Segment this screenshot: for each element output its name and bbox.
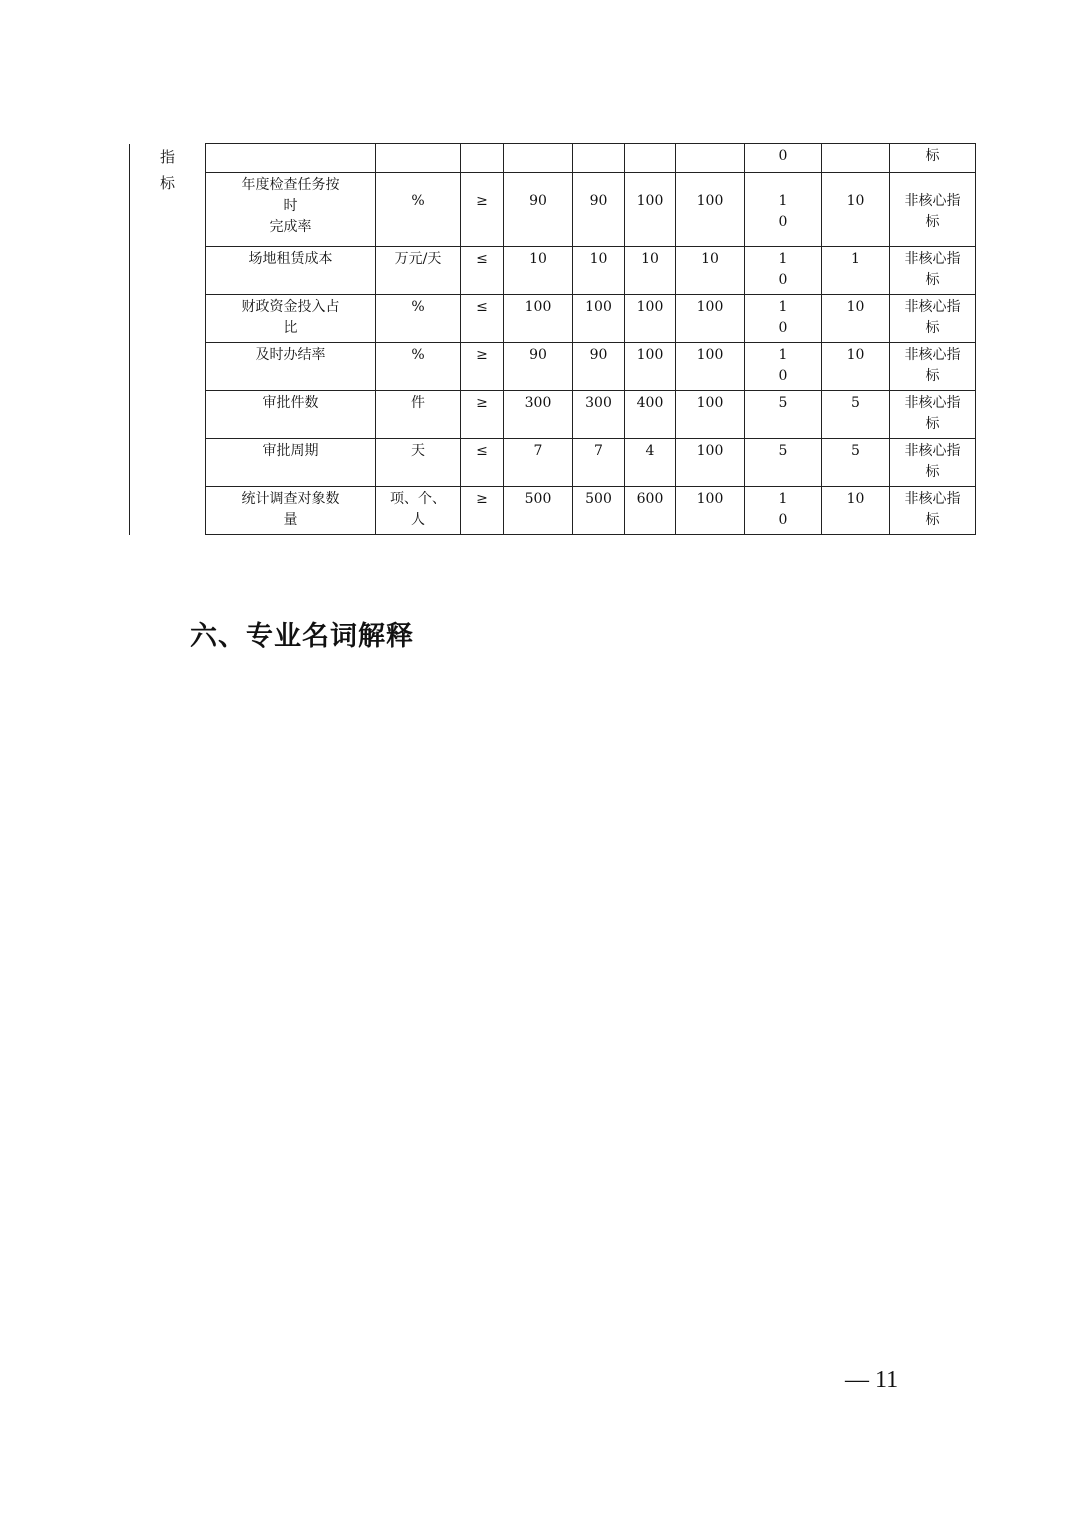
indicator-actual-1: 90 — [573, 173, 625, 247]
table-row — [130, 144, 976, 173]
indicator-name: 统计调查对象数 量 — [206, 487, 376, 535]
indicator-actual-2 — [625, 144, 676, 173]
table-row — [130, 295, 976, 343]
indicator-operator: ≥ — [461, 487, 504, 535]
indicator-score: 10 — [822, 295, 890, 343]
indicator-operator: ≥ — [461, 343, 504, 391]
indicator-unit: % — [376, 173, 461, 247]
indicator-actual-2: 10 — [625, 247, 676, 295]
indicator-name: 及时办结率 — [206, 343, 376, 391]
indicator-operator: ≤ — [461, 247, 504, 295]
indicator-type: 标 — [890, 144, 976, 173]
indicator-operator — [461, 144, 504, 173]
table-row — [130, 487, 976, 535]
indicator-score — [822, 144, 890, 173]
indicator-type: 非核心指 标 — [890, 295, 976, 343]
indicator-operator: ≥ — [461, 391, 504, 439]
indicator-score: 5 — [822, 439, 890, 487]
table-row — [130, 439, 976, 487]
indicator-actual-1 — [573, 144, 625, 173]
page-number: — 11 — [845, 1367, 899, 1393]
table-row — [130, 173, 976, 247]
table-row — [130, 343, 976, 391]
indicator-operator: ≤ — [461, 295, 504, 343]
indicator-name: 审批周期 — [206, 439, 376, 487]
indicator-rate: 10 — [676, 247, 745, 295]
indicator-name: 年度检查任务按 时 完成率 — [206, 173, 376, 247]
indicator-target: 90 — [504, 173, 573, 247]
indicator-rate: 100 — [676, 343, 745, 391]
indicator-weight: 1 0 — [745, 173, 822, 247]
performance-indicator-table — [129, 143, 976, 535]
indicator-actual-2: 100 — [625, 343, 676, 391]
indicator-name: 场地租赁成本 — [206, 247, 376, 295]
indicator-unit: 天 — [376, 439, 461, 487]
indicator-unit: 件 — [376, 391, 461, 439]
indicator-actual-1: 90 — [573, 343, 625, 391]
indicator-score: 10 — [822, 173, 890, 247]
indicator-actual-2: 600 — [625, 487, 676, 535]
indicator-score: 5 — [822, 391, 890, 439]
indicator-target: 10 — [504, 247, 573, 295]
indicator-group-label: 指 标 — [130, 144, 206, 535]
indicator-actual-2: 100 — [625, 295, 676, 343]
indicator-rate: 100 — [676, 439, 745, 487]
indicator-unit: 项、个、 人 — [376, 487, 461, 535]
indicator-rate: 100 — [676, 173, 745, 247]
indicator-actual-2: 4 — [625, 439, 676, 487]
indicator-unit: 万元/天 — [376, 247, 461, 295]
indicator-actual-1: 10 — [573, 247, 625, 295]
indicator-unit: % — [376, 295, 461, 343]
indicator-type: 非核心指 标 — [890, 391, 976, 439]
indicator-type: 非核心指 标 — [890, 173, 976, 247]
indicator-type: 非核心指 标 — [890, 343, 976, 391]
indicator-unit: % — [376, 343, 461, 391]
indicator-name: 财政资金投入占 比 — [206, 295, 376, 343]
indicator-rate: 100 — [676, 487, 745, 535]
indicator-actual-1: 100 — [573, 295, 625, 343]
indicator-weight: 1 0 — [745, 247, 822, 295]
indicator-weight: 1 0 — [745, 343, 822, 391]
indicator-actual-1: 300 — [573, 391, 625, 439]
section-heading: 六、专业名词解释 — [190, 621, 414, 652]
indicator-rate: 100 — [676, 391, 745, 439]
indicator-type: 非核心指 标 — [890, 439, 976, 487]
indicator-score: 1 — [822, 247, 890, 295]
indicator-unit — [376, 144, 461, 173]
indicator-weight: 0 — [745, 144, 822, 173]
indicator-target: 500 — [504, 487, 573, 535]
table-row — [130, 247, 976, 295]
indicator-score: 10 — [822, 487, 890, 535]
indicator-target: 300 — [504, 391, 573, 439]
indicator-target: 90 — [504, 343, 573, 391]
indicator-actual-2: 100 — [625, 173, 676, 247]
indicator-target: 100 — [504, 295, 573, 343]
indicator-rate — [676, 144, 745, 173]
indicator-actual-1: 7 — [573, 439, 625, 487]
indicator-name: 审批件数 — [206, 391, 376, 439]
indicator-target — [504, 144, 573, 173]
indicator-actual-1: 500 — [573, 487, 625, 535]
indicator-weight: 5 — [745, 439, 822, 487]
indicator-type: 非核心指 标 — [890, 247, 976, 295]
indicator-target: 7 — [504, 439, 573, 487]
indicator-operator: ≥ — [461, 173, 504, 247]
indicator-name — [206, 144, 376, 173]
indicator-type: 非核心指 标 — [890, 487, 976, 535]
indicator-weight: 1 0 — [745, 295, 822, 343]
indicator-rate: 100 — [676, 295, 745, 343]
indicator-operator: ≤ — [461, 439, 504, 487]
indicator-actual-2: 400 — [625, 391, 676, 439]
indicator-score: 10 — [822, 343, 890, 391]
indicator-weight: 5 — [745, 391, 822, 439]
indicator-weight: 1 0 — [745, 487, 822, 535]
table-body — [130, 144, 976, 535]
table-row — [130, 391, 976, 439]
